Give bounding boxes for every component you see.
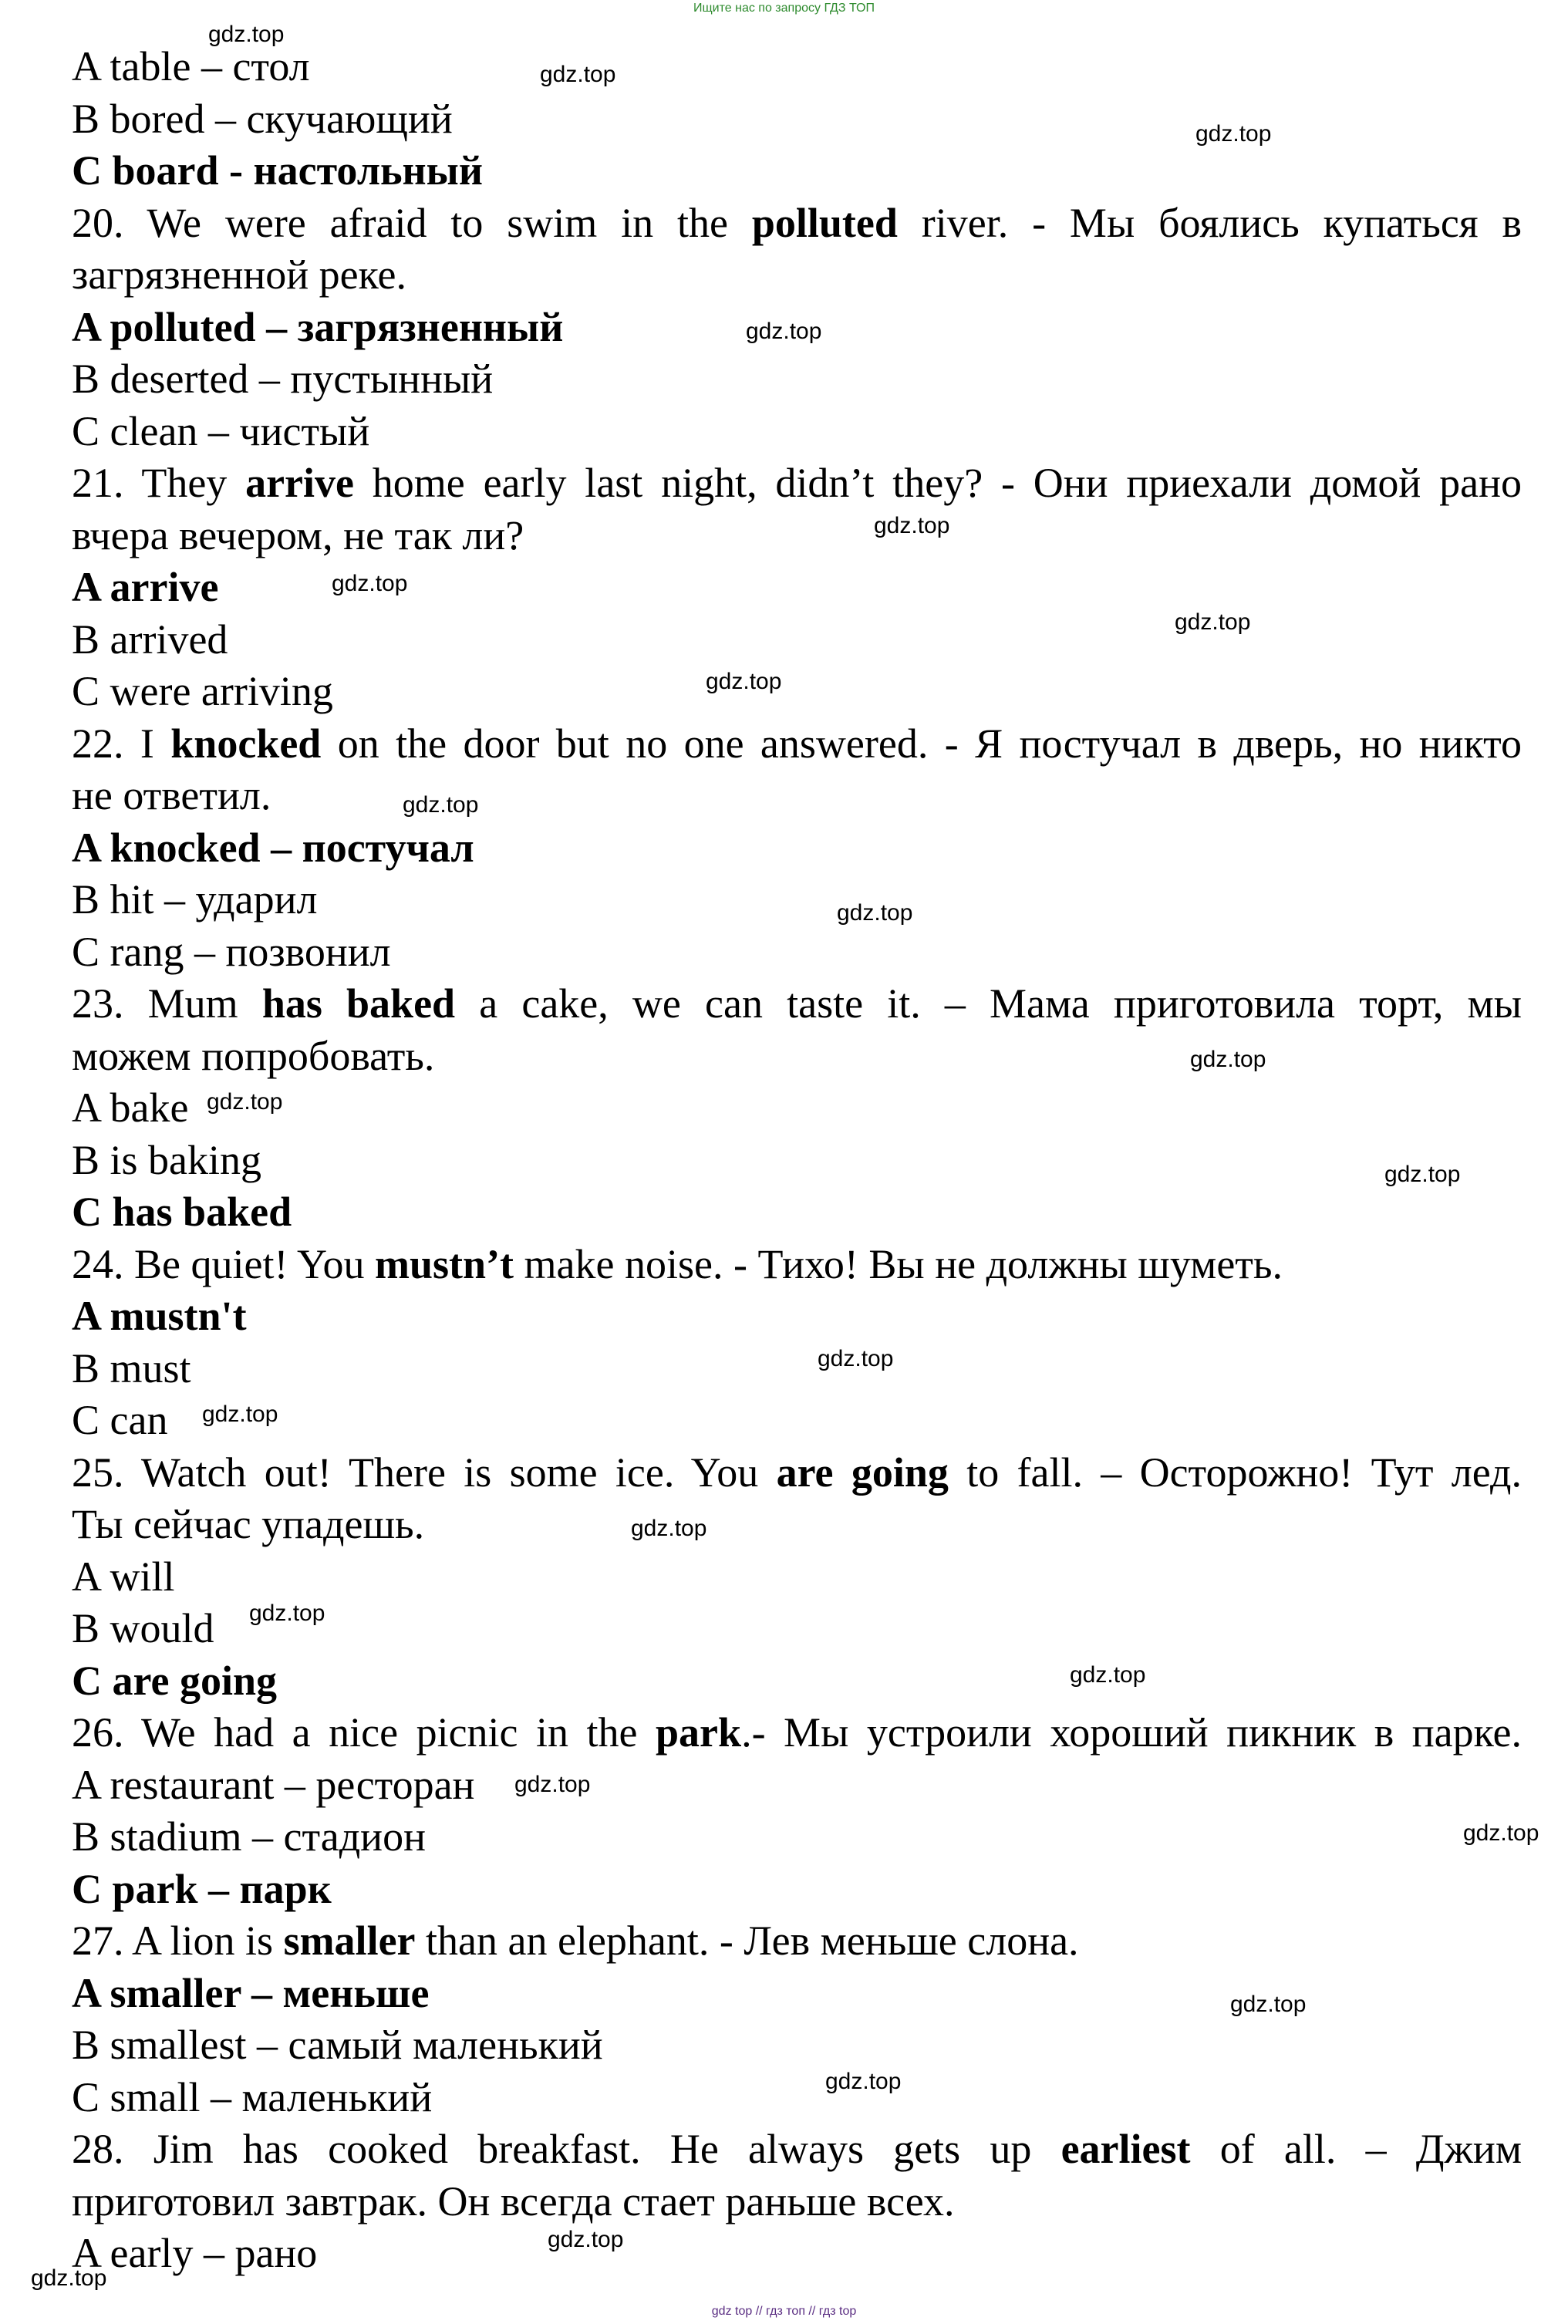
document-body xyxy=(72,41,1522,2280)
text-line xyxy=(72,562,1522,614)
text-segment: приготовил завтрак. Он всегда стает раньше всех. xyxy=(72,2177,955,2224)
text-line xyxy=(72,457,1522,510)
bold-text: C has baked xyxy=(72,1189,292,1235)
bold-text: C park – парк xyxy=(72,1865,332,1912)
text-segment: A table – стол xyxy=(72,43,310,89)
text-segment: 21. They xyxy=(72,460,246,506)
watermark: gdz.top xyxy=(207,1089,283,1115)
text-line xyxy=(72,2019,1522,2072)
text-segment: B is baking xyxy=(72,1136,262,1183)
bold-text: smaller xyxy=(283,1918,416,1964)
text-segment: B bored – скучающий xyxy=(72,95,453,142)
text-line xyxy=(72,1343,1522,1395)
text-segment: home early last night, didn’t they? - Они приехали домой рано xyxy=(354,460,1522,506)
text-line xyxy=(72,978,1522,1030)
text-segment: можем попробовать. xyxy=(72,1032,435,1079)
text-line xyxy=(72,1759,1522,1812)
bold-text: C are going xyxy=(72,1657,277,1704)
text-line xyxy=(72,1030,1522,1083)
text-line xyxy=(72,718,1522,771)
bold-text: C board - настольный xyxy=(72,147,483,194)
text-line xyxy=(72,406,1522,458)
text-line xyxy=(72,1239,1522,1291)
text-line xyxy=(72,770,1522,822)
bold-text: A knocked – постучал xyxy=(72,824,474,871)
text-line xyxy=(72,1655,1522,1708)
text-segment: A will xyxy=(72,1553,175,1600)
text-segment: 28. Jim has cooked breakfast. He always gets up xyxy=(72,2126,1061,2172)
text-line xyxy=(72,1447,1522,1499)
text-line xyxy=(72,249,1522,302)
text-line xyxy=(72,2228,1522,2280)
bold-text: are going xyxy=(776,1449,949,1496)
text-line xyxy=(72,1186,1522,1239)
text-segment: не ответил. xyxy=(72,772,271,818)
text-segment: загрязненной реке. xyxy=(72,251,407,298)
bold-text: arrive xyxy=(245,460,354,506)
bold-text: A arrive xyxy=(72,564,219,610)
text-line xyxy=(72,510,1522,562)
watermark: gdz.top xyxy=(31,2265,107,2291)
text-line xyxy=(72,1707,1522,1759)
watermark: gdz.top xyxy=(540,62,616,87)
text-segment: make noise. - Тихо! Вы не должны шуметь. xyxy=(514,1240,1283,1287)
text-segment: 22. I xyxy=(72,720,171,767)
text-line xyxy=(72,1499,1522,1551)
text-line xyxy=(72,93,1522,146)
text-line xyxy=(72,1082,1522,1135)
text-segment: .- Мы устроили хороший пикник в парке. xyxy=(741,1709,1522,1756)
watermark: gdz.top xyxy=(1190,1047,1266,1072)
text-line xyxy=(72,145,1522,197)
text-line xyxy=(72,2123,1522,2176)
watermark: gdz.top xyxy=(818,1346,894,1371)
text-segment: C rang – позвонил xyxy=(72,928,391,975)
watermark: gdz.top xyxy=(837,900,913,926)
text-line xyxy=(72,41,1522,93)
text-segment: B smallest – самый маленький xyxy=(72,2022,603,2068)
bottom-banner: gdz top // гдз топ // гдз top xyxy=(711,2305,857,2318)
text-line xyxy=(72,1864,1522,1916)
text-segment: вчера вечером, не так ли? xyxy=(72,511,524,558)
text-line xyxy=(72,2072,1522,2124)
text-line xyxy=(72,666,1522,718)
watermark: gdz.top xyxy=(1195,121,1272,147)
text-segment: C can xyxy=(72,1397,168,1443)
text-line xyxy=(72,822,1522,875)
bold-text: knocked xyxy=(170,720,322,767)
text-segment: river. - Мы боялись купаться в xyxy=(897,199,1522,246)
top-banner: Ищите нас по запросу ГДЗ ТОП xyxy=(693,2,875,15)
text-line xyxy=(72,1135,1522,1187)
bold-text: A mustn't xyxy=(72,1293,247,1339)
watermark: gdz.top xyxy=(1175,609,1251,635)
text-segment: B would xyxy=(72,1605,214,1651)
bold-text: A polluted – загрязненный xyxy=(72,303,564,350)
text-segment: to fall. – Осторожно! Тут лед. xyxy=(948,1449,1522,1496)
text-segment: B must xyxy=(72,1344,191,1391)
text-segment: a cake, we can taste it. – Мама приготовила торт, мы xyxy=(455,980,1522,1027)
watermark: gdz.top xyxy=(249,1600,325,1626)
bold-text: A smaller – меньше xyxy=(72,1969,430,2016)
watermark: gdz.top xyxy=(706,669,782,694)
watermark: gdz.top xyxy=(825,2069,902,2094)
text-segment: of all. – Джим xyxy=(1190,2126,1522,2172)
bold-text: has baked xyxy=(261,980,456,1027)
text-segment: on the door but no one answered. - Я постучал в дверь, но никто xyxy=(321,720,1522,767)
watermark: gdz.top xyxy=(548,2227,624,2252)
bold-text: mustn’t xyxy=(375,1240,514,1287)
watermark: gdz.top xyxy=(514,1772,591,1797)
text-line xyxy=(72,2176,1522,2228)
text-line xyxy=(72,1395,1522,1447)
text-segment: A early – рано xyxy=(72,2230,318,2276)
text-segment: C were arriving xyxy=(72,668,333,714)
text-line xyxy=(72,1290,1522,1343)
text-segment: B hit – ударил xyxy=(72,876,318,923)
bold-text: earliest xyxy=(1061,2126,1191,2172)
watermark: gdz.top xyxy=(403,792,479,818)
text-segment: 25. Watch out! There is some ice. You xyxy=(72,1449,777,1496)
text-segment: A restaurant – ресторан xyxy=(72,1761,475,1808)
watermark: gdz.top xyxy=(1070,1662,1146,1688)
watermark: gdz.top xyxy=(746,319,822,344)
watermark: gdz.top xyxy=(631,1516,707,1541)
text-segment: 23. Mum xyxy=(72,980,262,1027)
text-line xyxy=(72,1811,1522,1864)
bold-text: park xyxy=(656,1709,742,1756)
watermark: gdz.top xyxy=(1384,1162,1461,1187)
text-segment: 24. Be quiet! You xyxy=(72,1240,376,1287)
text-line xyxy=(72,353,1522,406)
text-line xyxy=(72,197,1522,250)
text-segment: than an elephant. - Лев меньше слона. xyxy=(415,1918,1079,1964)
watermark: gdz.top xyxy=(1463,1820,1539,1846)
text-segment: C clean – чистый xyxy=(72,407,370,454)
text-line xyxy=(72,926,1522,979)
text-segment: C small – маленький xyxy=(72,2073,433,2120)
text-segment: 27. A lion is xyxy=(72,1918,284,1964)
text-segment: B stadium – стадион xyxy=(72,1813,426,1860)
text-segment: 26. We had a nice picnic in the xyxy=(72,1709,656,1756)
text-segment: B deserted – пустынный xyxy=(72,356,494,402)
text-segment: A bake xyxy=(72,1084,189,1131)
text-line xyxy=(72,874,1522,926)
watermark: gdz.top xyxy=(208,22,285,47)
text-segment: 20. We were afraid to swim in the xyxy=(72,199,752,246)
text-line xyxy=(72,1915,1522,1968)
watermark: gdz.top xyxy=(332,571,408,596)
text-segment: B arrived xyxy=(72,616,228,663)
bold-text: polluted xyxy=(751,199,898,246)
text-segment: Ты сейчас упадешь. xyxy=(72,1501,425,1547)
text-line xyxy=(72,614,1522,666)
text-line xyxy=(72,1551,1522,1604)
watermark: gdz.top xyxy=(1230,1992,1307,2017)
watermark: gdz.top xyxy=(202,1401,278,1427)
watermark: gdz.top xyxy=(874,513,950,538)
